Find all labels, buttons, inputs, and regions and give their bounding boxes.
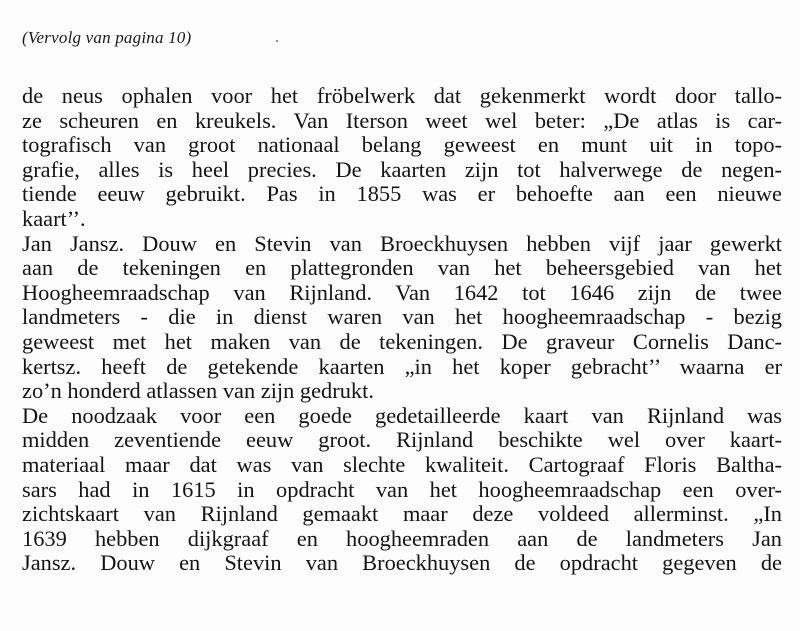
text-line: zo’n honderd atlassen van zijn gedrukt. bbox=[22, 378, 374, 404]
text-line: de neus ophalen voor het fröbelwerk dat gekenmerkt wordt door tallo- bbox=[22, 83, 782, 108]
text-line: sars had in 1615 in opdracht van het hoogheemraadschap een over- bbox=[22, 476, 782, 502]
text-line: Jansz. Douw en Stevin van Broeckhuysen de opdracht gegeven de bbox=[22, 550, 782, 576]
text-line: zichtskaart van Rijnland gemaakt maar deze voldeed allerminst. „In bbox=[22, 501, 782, 527]
text-line: tiende eeuw gebruikt. Pas in 1855 was er behoefte aan een nieuwe bbox=[22, 181, 782, 207]
text-line: midden zeventiende eeuw groot. Rijnland beschikte wel over kaart- bbox=[22, 427, 782, 453]
text-line: grafie, alles is heel precies. De kaarten zijn tot halverwege de negen- bbox=[22, 156, 782, 182]
text-line: De noodzaak voor een goede gedetailleerde kaart van Rijnland was bbox=[22, 402, 782, 428]
text-line: 1639 hebben dijkgraaf en hoogheemraden aan de landmeters Jan bbox=[22, 525, 782, 551]
text-line: Jan Jansz. Douw en Stevin van Broeckhuysen hebben vijf jaar gewerkt bbox=[22, 230, 782, 256]
print-speck bbox=[276, 40, 278, 42]
text-line: materiaal maar dat was van slechte kwaliteit. Cartograaf Floris Baltha- bbox=[22, 451, 782, 477]
text-line: geweest met het maken van de tekeningen. De graveur Cornelis Danc- bbox=[22, 328, 782, 354]
text-line: ze scheuren en kreukels. Van Iterson weet wel beter: „De atlas is car- bbox=[22, 107, 782, 133]
article-body bbox=[22, 84, 782, 576]
text-line: aan de tekeningen en plattegronden van het beheersgebied van het bbox=[22, 255, 782, 281]
text-line: landmeters - die in dienst waren van het hoogheemraadschap - bezig bbox=[22, 304, 782, 330]
text-line: kertsz. heeft de getekende kaarten „in het koper gebracht’’ waarna er bbox=[22, 353, 782, 379]
continuation-note: (Vervolg van pagina 10) bbox=[22, 28, 192, 47]
text-line: tografisch van groot nationaal belang geweest en munt uit in topo- bbox=[22, 132, 782, 158]
text-line: kaart’’. bbox=[22, 205, 86, 231]
text-line: Hoogheemraadschap van Rijnland. Van 1642 tot 1646 zijn de twee bbox=[22, 279, 782, 305]
